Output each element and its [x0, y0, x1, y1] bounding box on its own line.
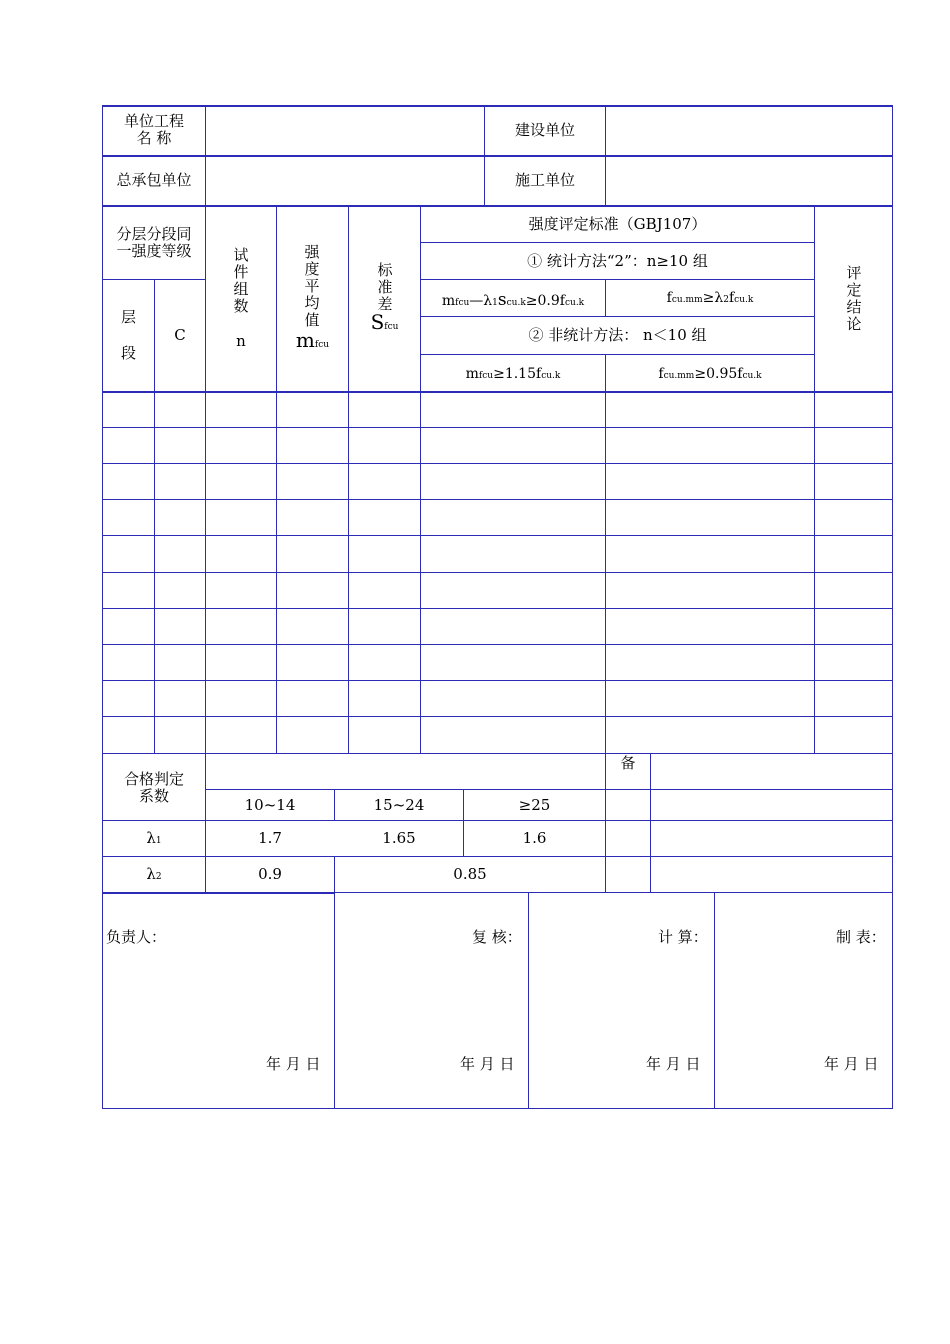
lambda2-value-2: 0.85	[453, 865, 487, 883]
review-label: 复 核：	[472, 928, 522, 946]
formula-1: mfcu—λ1scu.k≥0.9fcu.k	[441, 290, 585, 310]
grade-c-label: C	[174, 326, 186, 344]
n-label: n	[236, 332, 246, 350]
grid-line	[102, 535, 893, 536]
grid-line	[154, 279, 155, 753]
lambda1-value-2: 1.65	[382, 829, 416, 847]
grid-line	[528, 892, 529, 1108]
remark-label: 备	[620, 754, 636, 772]
formula-2: fcu.mm≥λ2fcu.k	[666, 290, 754, 306]
grid-line	[484, 105, 485, 205]
grid-line	[334, 856, 335, 1108]
lambda2-label: λ2	[146, 865, 162, 883]
lambda1-value-3: 1.6	[522, 829, 547, 847]
specimen-groups-label: 试 件 组 数	[233, 246, 249, 315]
tabulate-label: 制 表：	[836, 928, 886, 946]
conclusion-label: 评 定 结 论	[846, 264, 862, 333]
grid-line	[102, 1108, 893, 1109]
date-responsible: 年 月 日	[266, 1055, 321, 1073]
range-1: 10~14	[244, 796, 296, 814]
grid-line	[102, 391, 893, 393]
floor-label-1: 层	[120, 308, 136, 326]
grid-line	[102, 820, 893, 821]
grid-line	[650, 753, 651, 892]
grid-line	[420, 279, 814, 280]
grid-line	[892, 105, 893, 1108]
grid-line	[605, 753, 606, 892]
lambda1-label: λ1	[146, 829, 162, 847]
grid-line	[102, 205, 893, 207]
grid-line	[605, 105, 606, 205]
lambda2-value-1: 0.9	[258, 865, 282, 883]
grid-line	[102, 105, 893, 107]
grid-line	[102, 892, 334, 894]
coefficient-title: 合格判定 系数	[123, 770, 184, 805]
date-review: 年 月 日	[460, 1055, 515, 1073]
grid-line	[102, 856, 893, 857]
formula-3: mfcu≥1.15fcu.k	[465, 366, 561, 382]
grid-line	[102, 155, 893, 157]
std-dev-label: 标 准 差	[377, 261, 393, 313]
unit-project-label: 单位工程 名 称	[123, 112, 184, 147]
grid-line	[420, 205, 421, 753]
grid-line	[205, 105, 206, 892]
grid-line	[420, 242, 814, 243]
grid-line	[102, 572, 893, 573]
construction-unit-label: 建设单位	[514, 121, 575, 139]
grid-line	[605, 354, 606, 753]
grid-line	[814, 205, 815, 753]
lambda1-value-1: 1.7	[258, 829, 282, 847]
grid-line	[205, 789, 893, 790]
calculate-label: 计 算：	[658, 928, 708, 946]
general-contractor-label: 总承包单位	[116, 171, 192, 189]
grid-line	[714, 892, 715, 1108]
grid-line	[102, 608, 893, 609]
grid-line	[420, 354, 814, 355]
grid-line	[348, 205, 349, 753]
grid-line	[102, 680, 893, 681]
date-tabulate: 年 月 日	[824, 1055, 879, 1073]
floor-label-2: 段	[120, 344, 136, 362]
grid-line	[276, 205, 277, 753]
responsible-label: 负责人：	[106, 928, 167, 946]
formula-4: fcu.mm≥0.95fcu.k	[658, 366, 762, 382]
grid-line	[102, 427, 893, 428]
grid-line	[420, 316, 814, 317]
grid-line	[102, 499, 893, 500]
grid-line	[102, 644, 893, 645]
date-calculate: 年 月 日	[646, 1055, 701, 1073]
strength-mean-label: 强 度 平 均 值	[304, 243, 320, 329]
grid-line	[102, 463, 893, 464]
standard-title: 强度评定标准（GBJ107）	[528, 215, 707, 233]
range-2: 15~24	[373, 796, 425, 814]
stat-method-label: ① 统计方法“2”：n≥10 组	[527, 252, 708, 270]
layer-section-label: 分层分段同 一强度等级	[116, 225, 192, 260]
m-fcu-label: mfcu	[295, 328, 330, 352]
grid-line	[102, 716, 893, 717]
grid-line	[102, 753, 893, 754]
builder-label: 施工单位	[514, 171, 575, 189]
range-3: ≥25	[518, 796, 551, 814]
s-fcu-label: Sfcu	[370, 310, 399, 334]
nonstat-method-label: ② 非统计方法： n＜10 组	[528, 326, 707, 344]
